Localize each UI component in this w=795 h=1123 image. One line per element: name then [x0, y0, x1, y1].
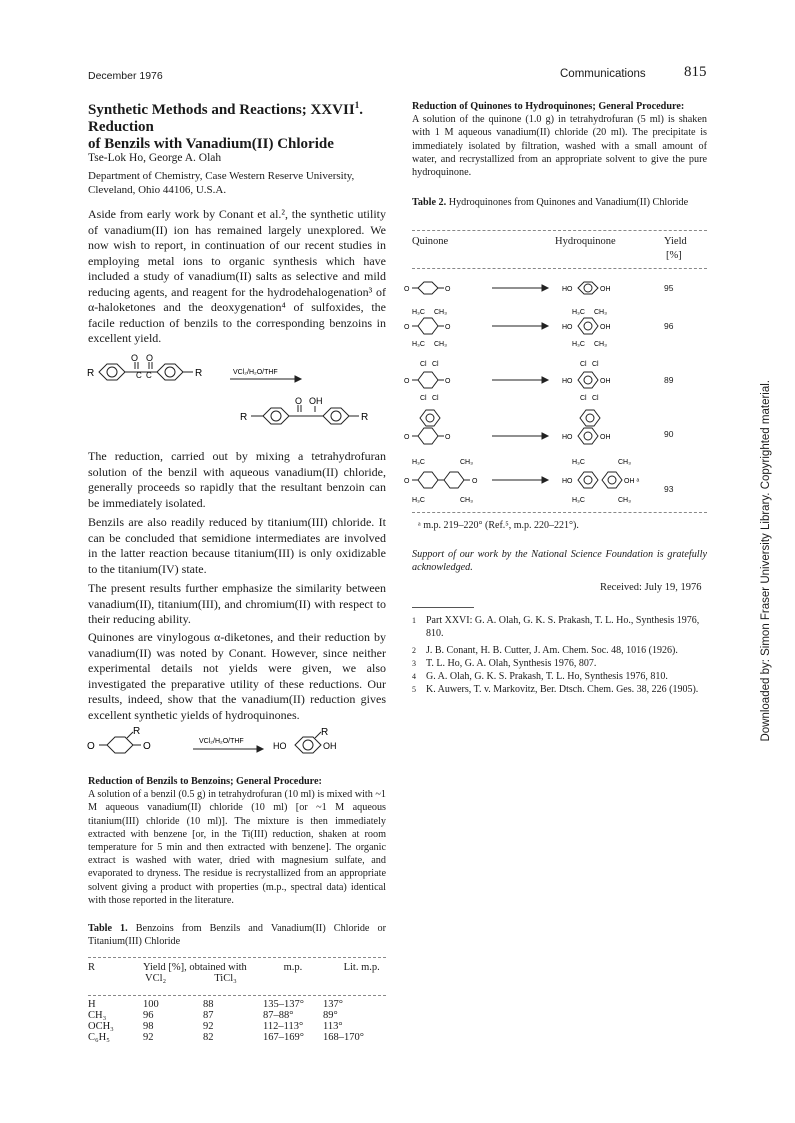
svg-text:CH₃: CH₃: [460, 497, 473, 504]
svg-text:O: O: [445, 286, 451, 293]
article-title: Synthetic Methods and Reactions; XXVII$^1$. Reduction of Benzils with Vanadium(II) Chloride: [88, 100, 363, 152]
svg-text:CH₃: CH₃: [594, 309, 607, 316]
svg-text:HO: HO: [562, 286, 573, 293]
table2-structures: [402, 270, 712, 510]
procedure-benzils: Reduction of Benzils to Benzoins; General Procedure: A solution of a benzil (0.5 g) in tetrahydrofuran (10 ml) is mixed with ~1 M aqueous vanadium(II) chloride (10 ml) [or ~1 M aqueous titanium(III) chloride (10 ml)]. The mixture is then immediately extracted with benzene [or, in the Ti(III) reduction, shaken at room temperature for 5 min and then extracted with benzene]. The organic extract is washed with water, dried with magnesium sulfate, and evaporated to dryness. The residue is recrystallized from an appropriate solvent giving a product with properties (m.p., spectral data) identical with those reported in the literature.: [88, 776, 386, 906]
table2-header-yield-unit: [%]: [666, 250, 682, 261]
svg-text:OH: OH: [323, 741, 337, 751]
svg-text:O: O: [404, 324, 410, 331]
svg-text:CH₃: CH₃: [434, 341, 447, 348]
page-number: 815: [684, 64, 707, 80]
svg-text:CH₃: CH₃: [460, 459, 473, 466]
svg-text:H₃C: H₃C: [412, 497, 425, 504]
svg-text:O: O: [404, 434, 410, 441]
svg-text:O: O: [143, 741, 151, 752]
table2-caption: Table 2. Hydroquinones from Quinones and Vanadium(II) Chloride: [412, 197, 689, 208]
table2-header-quinone: Quinone: [412, 236, 449, 247]
table2-header-yield: Yield: [664, 236, 687, 247]
svg-text:H₃C: H₃C: [412, 309, 425, 316]
authors: Tse-Lok Ho, George A. Olah: [88, 152, 222, 164]
svg-text:H₃C: H₃C: [412, 341, 425, 348]
yield-3: 89: [664, 375, 674, 385]
received-date: Received: July 19, 1976: [600, 582, 702, 593]
yield-5: 93: [664, 484, 674, 494]
svg-text:Cl: Cl: [592, 395, 599, 402]
svg-text:O: O: [87, 741, 95, 752]
table-row: H 100 88 135–137° 137°: [88, 999, 343, 1010]
svg-text:H₃C: H₃C: [572, 459, 585, 466]
table2-header-hydroquinone: Hydroquinone: [555, 236, 616, 247]
benzil-reduction-scheme: [85, 352, 395, 442]
svg-text:CH₃: CH₃: [618, 459, 631, 466]
yield-2: 96: [664, 321, 674, 331]
svg-text:Cl: Cl: [420, 361, 427, 368]
svg-text:Cl: Cl: [432, 395, 439, 402]
svg-text:R: R: [195, 368, 203, 379]
svg-text:R: R: [240, 412, 248, 423]
paragraph-similarity: The present results further emphasize the similarity between vanadium(II), titanium(III), and chromium(II) with respect to their reducing ability.: [88, 581, 386, 626]
table-row: CH₃ 96 87 87–88° 89°: [88, 1010, 338, 1021]
svg-text:C: C: [146, 371, 152, 380]
quinone-reduction-scheme: [85, 727, 385, 767]
svg-text:O: O: [295, 396, 303, 406]
download-watermark: Downloaded by: Simon Fraser University Library. Copyrighted material.: [760, 380, 772, 742]
svg-text:O: O: [472, 478, 478, 485]
svg-text:O: O: [146, 353, 154, 363]
header-section: Communications: [560, 68, 646, 80]
svg-text:Cl: Cl: [432, 361, 439, 368]
svg-text:OH: OH: [309, 396, 323, 406]
svg-text:O: O: [445, 434, 451, 441]
svg-text:R: R: [133, 727, 141, 737]
svg-text:Cl: Cl: [592, 361, 599, 368]
table2-footnote: ᵃ m.p. 219–220° (Ref.⁵, m.p. 220–221°).: [418, 520, 579, 531]
svg-text:H₃C: H₃C: [572, 341, 585, 348]
reagent-label: VCl₂/H₂O/THF: [233, 369, 278, 376]
svg-text:HO: HO: [562, 478, 573, 485]
svg-text:H₃C: H₃C: [572, 309, 585, 316]
table1-caption: Table 1. Benzoins from Benzils and Vanadium(II) Chloride or Titanium(III) Chloride: [88, 923, 386, 948]
svg-text:O: O: [404, 378, 410, 385]
svg-text:HO: HO: [562, 434, 573, 441]
header-date: December 1976: [88, 70, 163, 82]
svg-text:OH: OH: [600, 378, 611, 385]
svg-text:OH: OH: [600, 434, 611, 441]
svg-text:OH: OH: [600, 324, 611, 331]
affiliation: Department of Chemistry, Case Western Reserve University, Cleveland, Ohio 44106, U.S.A.: [88, 170, 355, 196]
acknowledgment: Support of our work by the National Science Foundation is gratefully acknowledged.: [412, 549, 707, 574]
paragraph-intro: Aside from early work by Conant et al.², the synthetic utility of vanadium(II) ion has remained largely unexplored. We now wish to report, in continuation of our recent studies in employing metal ions to organic synthesis which have included a study of vanadium(II) salts as selective and mild reducing agents, and reagent for the hydrodehalogenation³ of α-haloketones and the deoxygenation⁴ of sulfoxides, the facile reduction of benzils to the corresponding benzoins in excellent yield.: [88, 207, 386, 345]
svg-text:O: O: [131, 353, 139, 363]
svg-text:OH ᵃ: OH ᵃ: [624, 478, 640, 485]
svg-text:R: R: [321, 727, 329, 738]
svg-text:Cl: Cl: [420, 395, 427, 402]
svg-text:CH₃: CH₃: [618, 497, 631, 504]
yield-4: 90: [664, 429, 674, 439]
paragraph-reduction: The reduction, carried out by mixing a tetrahydrofuran solution of the benzil with aqueous vanadium(II) chloride, generally proceeds so rapidly that the resultant benzoin can be immediately isolated.: [88, 449, 386, 510]
svg-text:VCl₂/H₂O/THF: VCl₂/H₂O/THF: [199, 738, 244, 745]
svg-text:O: O: [445, 378, 451, 385]
svg-text:C: C: [136, 371, 142, 380]
svg-text:H₃C: H₃C: [572, 497, 585, 504]
table-row: OCH₃ 98 92 112–113° 113°: [88, 1021, 343, 1032]
svg-text:CH₃: CH₃: [434, 309, 447, 316]
svg-text:Cl: Cl: [580, 395, 587, 402]
svg-text:O: O: [404, 286, 410, 293]
svg-text:O: O: [445, 324, 451, 331]
references: 1 Part XXVI: G. A. Olah, G. K. S. Prakash, T. L. Ho., Synthesis 1976, 810. 2 J. B. Conant, H. B. Cutter, J. Am. Chem. Soc. 48, 1016 (1926). 3 T. L. Ho, G. A. Olah, Synthesis 1976, 807. 4 G. A. Olah, G. K. S. Prakash, T. L. Ho, Synthesis 1976, 810. 5 K. Auwers, T. v. Markovitz, Ber. Dtsch. Chem. Ges. 38, 226 (1905).: [412, 615, 700, 695]
svg-text:Cl: Cl: [580, 361, 587, 368]
procedure-quinones: Reduction of Quinones to Hydroquinones; General Procedure: A solution of the quinone (1.0 g) in tetrahydrofuran (5 ml) is shaken with 1 M aqueous vanadium(II) chloride (20 ml). The precipitate is immediately isolated by filtration, washed with a small amount of water, and recrystallized from an appropriate solvent to give the pure hydroquinone.: [412, 101, 707, 179]
paragraph-quinones: Quinones are vinylogous α-diketones, and their reduction by vanadium(II) was noted by Conant. However, since neither experimental details not yields were given, we also investigated the preparative utility of these reductions. Our results, indeed, show that the vanadium(II) reduction gives excellent synthetic yields of hydroquinones.: [88, 630, 386, 722]
paragraph-titanium: Benzils are also readily reduced by titanium(III) chloride. It can be concluded that semidione intermediates are involved in the latter reaction because titanium(III) is only oxidizable to the titanium(IV) state.: [88, 515, 386, 576]
svg-text:R: R: [361, 412, 369, 423]
table-row: C₆H₅ 92 82 167–169° 168–170°: [88, 1032, 364, 1043]
svg-text:OH: OH: [600, 286, 611, 293]
svg-text:HO: HO: [562, 324, 573, 331]
table1-body: [88, 999, 386, 1043]
svg-text:HO: HO: [562, 378, 573, 385]
svg-text:H₃C: H₃C: [412, 459, 425, 466]
yield-1: 95: [664, 283, 674, 293]
svg-text:O: O: [404, 478, 410, 485]
svg-text:CH₃: CH₃: [594, 341, 607, 348]
table1: R Yield [%], obtained with m.p. Lit. m.p. VCl₂ TiCl₃: [88, 962, 380, 984]
svg-text:HO: HO: [273, 741, 287, 751]
svg-text:R: R: [87, 368, 95, 379]
